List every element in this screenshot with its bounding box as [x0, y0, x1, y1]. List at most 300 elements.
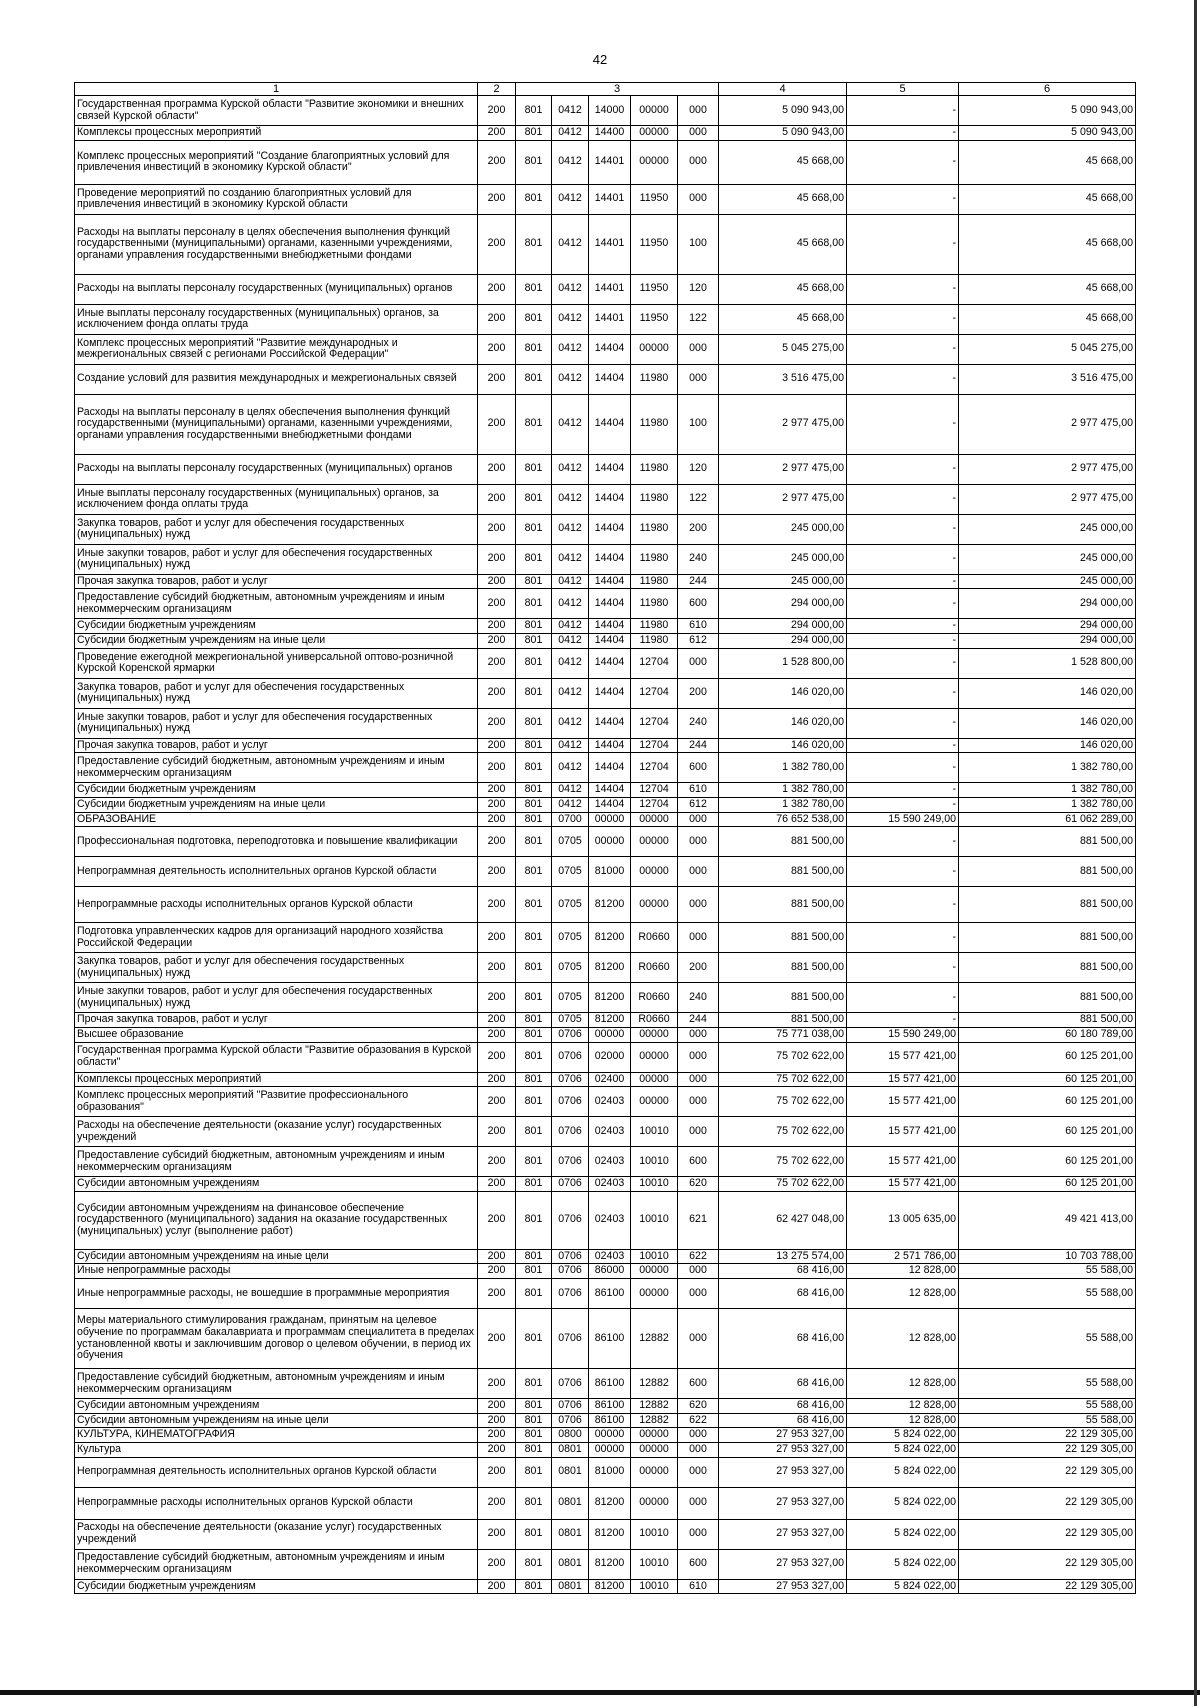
row-name: Комплекс процессных мероприятий "Развитие международных и межрегиональных связей с регионами Российской Федерации" [75, 334, 478, 364]
row-admin-code: 200 [478, 1264, 516, 1279]
row-name: Субсидии бюджетным учреждениям [75, 1579, 478, 1594]
row-expense-type-code: 000 [678, 1072, 719, 1087]
row-amount-col5: - [847, 484, 959, 514]
row-amount-total: 2 977 475,00 [719, 484, 847, 514]
row-target-program-code: 14404 [589, 484, 631, 514]
row-dept-code: 801 [516, 1519, 552, 1549]
row-dept-code: 801 [516, 589, 552, 619]
row-section-code: 0412 [552, 184, 589, 214]
row-target-direction-code: 00000 [631, 1072, 678, 1087]
row-amount-total: 68 416,00 [719, 1399, 847, 1414]
row-amount-total: 881 500,00 [719, 1013, 847, 1028]
row-expense-type-code: 620 [678, 1399, 719, 1414]
table-row [75, 648, 1136, 678]
row-amount-total: 45 668,00 [719, 274, 847, 304]
row-dept-code: 801 [516, 1579, 552, 1594]
row-expense-type-code: 200 [678, 678, 719, 708]
row-amount-col5: - [847, 1013, 959, 1028]
row-expense-type-code: 000 [678, 364, 719, 394]
row-name: Субсидии автономным учреждениям на иные цели [75, 1249, 478, 1264]
row-target-direction-code: 11980 [631, 544, 678, 574]
table-row [75, 454, 1136, 484]
row-target-program-code: 14404 [589, 334, 631, 364]
row-amount-total: 881 500,00 [719, 827, 847, 857]
row-amount-total: 294 000,00 [719, 634, 847, 649]
row-target-program-code: 14401 [589, 184, 631, 214]
row-section-code: 0706 [552, 1369, 589, 1399]
row-target-program-code: 14404 [589, 364, 631, 394]
row-expense-type-code: 600 [678, 1147, 719, 1177]
row-target-program-code: 81200 [589, 1579, 631, 1594]
row-dept-code: 801 [516, 983, 552, 1013]
row-admin-code: 200 [478, 544, 516, 574]
table-row [75, 1369, 1136, 1399]
row-name: Расходы на выплаты персоналу государственных (муниципальных) органов [75, 454, 478, 484]
row-target-program-code: 00000 [589, 812, 631, 827]
row-admin-code: 200 [478, 783, 516, 798]
row-section-code: 0412 [552, 364, 589, 394]
row-section-code: 0412 [552, 574, 589, 589]
row-name: Иные выплаты персоналу государственных (муниципальных) органов, за исключением фонда оплаты труда [75, 304, 478, 334]
row-section-code: 0412 [552, 634, 589, 649]
row-section-code: 0706 [552, 1072, 589, 1087]
table-row [75, 514, 1136, 544]
row-name: Закупка товаров, работ и услуг для обеспечения государственных (муниципальных) нужд [75, 514, 478, 544]
row-amount-col5: - [847, 574, 959, 589]
row-amount-col6: 22 129 305,00 [959, 1442, 1136, 1457]
row-section-code: 0412 [552, 304, 589, 334]
row-amount-total: 75 702 622,00 [719, 1072, 847, 1087]
row-target-program-code: 14404 [589, 514, 631, 544]
row-dept-code: 801 [516, 1191, 552, 1249]
row-target-direction-code: 00000 [631, 1457, 678, 1487]
row-name: Иные закупки товаров, работ и услуг для обеспечения государственных (муниципальных) нужд [75, 708, 478, 738]
row-name: Закупка товаров, работ и услуг для обеспечения государственных (муниципальных) нужд [75, 953, 478, 983]
row-expense-type-code: 000 [678, 334, 719, 364]
row-section-code: 0412 [552, 394, 589, 454]
row-target-program-code: 14404 [589, 648, 631, 678]
row-name: Предоставление субсидий бюджетным, автономным учреждениям и иным некоммерческим организациям [75, 1369, 478, 1399]
row-amount-col6: 294 000,00 [959, 619, 1136, 634]
row-amount-total: 75 702 622,00 [719, 1087, 847, 1117]
row-dept-code: 801 [516, 364, 552, 394]
row-name: Субсидии автономным учреждениям на финансовое обеспечение государственного (муниципального) задания на оказание государственных (муниципальных) услуг (выполнение работ) [75, 1191, 478, 1249]
row-dept-code: 801 [516, 753, 552, 783]
row-amount-col5: - [847, 783, 959, 798]
row-amount-col5: - [847, 454, 959, 484]
row-admin-code: 200 [478, 364, 516, 394]
row-admin-code: 200 [478, 827, 516, 857]
row-dept-code: 801 [516, 1087, 552, 1117]
row-expense-type-code: 000 [678, 1087, 719, 1117]
row-name: Иные непрограммные расходы [75, 1264, 478, 1279]
header-col-3: 3 [516, 83, 719, 96]
row-section-code: 0706 [552, 1264, 589, 1279]
row-target-program-code: 81200 [589, 1549, 631, 1579]
row-amount-col6: 60 125 201,00 [959, 1042, 1136, 1072]
table-row [75, 1519, 1136, 1549]
table-row [75, 140, 1136, 184]
row-target-program-code: 00000 [589, 1428, 631, 1443]
row-amount-col6: 2 977 475,00 [959, 394, 1136, 454]
row-admin-code: 200 [478, 812, 516, 827]
row-admin-code: 200 [478, 1279, 516, 1309]
row-expense-type-code: 200 [678, 953, 719, 983]
row-section-code: 0706 [552, 1117, 589, 1147]
row-amount-col5: 15 577 421,00 [847, 1177, 959, 1192]
row-section-code: 0705 [552, 983, 589, 1013]
row-expense-type-code: 000 [678, 1264, 719, 1279]
row-section-code: 0801 [552, 1457, 589, 1487]
table-row [75, 812, 1136, 827]
row-dept-code: 801 [516, 678, 552, 708]
budget-table-container [74, 82, 1135, 1594]
table-row [75, 953, 1136, 983]
row-amount-col5: - [847, 827, 959, 857]
row-admin-code: 200 [478, 797, 516, 812]
row-amount-col6: 45 668,00 [959, 304, 1136, 334]
header-row [75, 83, 1136, 96]
row-amount-col5: 12 828,00 [847, 1399, 959, 1414]
row-target-direction-code: 11980 [631, 484, 678, 514]
row-name: Субсидии бюджетным учреждениям на иные цели [75, 797, 478, 812]
row-name: Государственная программа Курской области "Развитие образования в Курской области" [75, 1042, 478, 1072]
row-name: Иные непрограммные расходы, не вошедшие в программные мероприятия [75, 1279, 478, 1309]
table-row [75, 857, 1136, 887]
row-dept-code: 801 [516, 514, 552, 544]
row-amount-col6: 61 062 289,00 [959, 812, 1136, 827]
row-amount-col6: 22 129 305,00 [959, 1519, 1136, 1549]
row-name: Комплексы процессных мероприятий [75, 1072, 478, 1087]
row-target-direction-code: 11980 [631, 454, 678, 484]
row-amount-total: 68 416,00 [719, 1413, 847, 1428]
row-amount-col5: 13 005 635,00 [847, 1191, 959, 1249]
row-admin-code: 200 [478, 708, 516, 738]
row-amount-col5: - [847, 334, 959, 364]
row-admin-code: 200 [478, 454, 516, 484]
row-amount-col6: 3 516 475,00 [959, 364, 1136, 394]
row-admin-code: 200 [478, 983, 516, 1013]
row-amount-col5: 2 571 786,00 [847, 1249, 959, 1264]
row-dept-code: 801 [516, 783, 552, 798]
row-expense-type-code: 610 [678, 619, 719, 634]
table-row [75, 738, 1136, 753]
row-dept-code: 801 [516, 648, 552, 678]
row-target-program-code: 81200 [589, 1013, 631, 1028]
row-amount-total: 45 668,00 [719, 214, 847, 274]
row-amount-total: 1 528 800,00 [719, 648, 847, 678]
row-amount-col6: 22 129 305,00 [959, 1487, 1136, 1519]
row-target-program-code: 14404 [589, 634, 631, 649]
page-number: 42 [592, 52, 608, 67]
row-amount-total: 27 953 327,00 [719, 1549, 847, 1579]
row-amount-col5: - [847, 544, 959, 574]
row-section-code: 0412 [552, 589, 589, 619]
row-admin-code: 200 [478, 1072, 516, 1087]
row-admin-code: 200 [478, 1042, 516, 1072]
row-expense-type-code: 000 [678, 1442, 719, 1457]
row-section-code: 0705 [552, 953, 589, 983]
row-name: Субсидии бюджетным учреждениям [75, 619, 478, 634]
row-target-direction-code: 00000 [631, 1279, 678, 1309]
row-target-direction-code: 12882 [631, 1369, 678, 1399]
row-dept-code: 801 [516, 1013, 552, 1028]
row-name: Создание условий для развития международных и межрегиональных связей [75, 364, 478, 394]
table-row [75, 1013, 1136, 1028]
table-row [75, 1309, 1136, 1369]
row-target-direction-code: 11980 [631, 574, 678, 589]
row-target-direction-code: 12882 [631, 1413, 678, 1428]
row-amount-col6: 5 090 943,00 [959, 126, 1136, 141]
row-target-program-code: 14400 [589, 126, 631, 141]
row-dept-code: 801 [516, 96, 552, 126]
row-target-program-code: 14404 [589, 454, 631, 484]
table-row [75, 126, 1136, 141]
row-admin-code: 200 [478, 96, 516, 126]
row-expense-type-code: 000 [678, 96, 719, 126]
row-amount-col6: 1 528 800,00 [959, 648, 1136, 678]
row-target-direction-code: 12704 [631, 648, 678, 678]
table-row [75, 1579, 1136, 1594]
row-admin-code: 200 [478, 953, 516, 983]
header-col-6: 6 [959, 83, 1136, 96]
row-target-direction-code: 00000 [631, 887, 678, 923]
row-amount-col6: 22 129 305,00 [959, 1579, 1136, 1594]
row-section-code: 0705 [552, 857, 589, 887]
row-amount-total: 146 020,00 [719, 678, 847, 708]
table-row [75, 923, 1136, 953]
row-target-direction-code: R0660 [631, 1013, 678, 1028]
row-dept-code: 801 [516, 619, 552, 634]
row-amount-col6: 22 129 305,00 [959, 1457, 1136, 1487]
table-row [75, 394, 1136, 454]
row-admin-code: 200 [478, 1013, 516, 1028]
table-row [75, 589, 1136, 619]
row-admin-code: 200 [478, 1413, 516, 1428]
row-section-code: 0705 [552, 923, 589, 953]
table-row [75, 1457, 1136, 1487]
row-admin-code: 200 [478, 738, 516, 753]
row-admin-code: 200 [478, 1147, 516, 1177]
table-row [75, 983, 1136, 1013]
table-row [75, 274, 1136, 304]
row-amount-col6: 45 668,00 [959, 140, 1136, 184]
row-expense-type-code: 620 [678, 1177, 719, 1192]
row-admin-code: 200 [478, 857, 516, 887]
row-target-program-code: 02400 [589, 1072, 631, 1087]
row-amount-col6: 881 500,00 [959, 983, 1136, 1013]
row-name: Непрограммные расходы исполнительных органов Курской области [75, 1487, 478, 1519]
row-amount-total: 146 020,00 [719, 738, 847, 753]
row-target-program-code: 02403 [589, 1117, 631, 1147]
row-amount-total: 27 953 327,00 [719, 1442, 847, 1457]
header-col-1: 1 [75, 83, 478, 96]
row-name: Расходы на обеспечение деятельности (оказание услуг) государственных учреждений [75, 1519, 478, 1549]
header-col-2: 2 [478, 83, 516, 96]
row-target-direction-code: 11980 [631, 619, 678, 634]
row-section-code: 0412 [552, 544, 589, 574]
row-expense-type-code: 200 [678, 514, 719, 544]
row-target-program-code: 86000 [589, 1264, 631, 1279]
row-target-program-code: 86100 [589, 1279, 631, 1309]
row-target-direction-code: 11980 [631, 634, 678, 649]
row-amount-total: 146 020,00 [719, 708, 847, 738]
row-target-program-code: 14404 [589, 797, 631, 812]
row-amount-col5: 5 824 022,00 [847, 1442, 959, 1457]
table-row [75, 96, 1136, 126]
row-name: Прочая закупка товаров, работ и услуг [75, 1013, 478, 1028]
row-dept-code: 801 [516, 1369, 552, 1399]
row-target-direction-code: 12882 [631, 1399, 678, 1414]
row-amount-col6: 22 129 305,00 [959, 1549, 1136, 1579]
row-amount-col6: 55 588,00 [959, 1309, 1136, 1369]
table-row [75, 1413, 1136, 1428]
row-admin-code: 200 [478, 1457, 516, 1487]
row-amount-col6: 881 500,00 [959, 857, 1136, 887]
row-section-code: 0412 [552, 797, 589, 812]
row-amount-total: 5 090 943,00 [719, 126, 847, 141]
row-dept-code: 801 [516, 887, 552, 923]
table-row [75, 1249, 1136, 1264]
row-dept-code: 801 [516, 1487, 552, 1519]
row-expense-type-code: 244 [678, 738, 719, 753]
row-dept-code: 801 [516, 953, 552, 983]
row-amount-total: 5 045 275,00 [719, 334, 847, 364]
table-row [75, 797, 1136, 812]
row-amount-col5: 5 824 022,00 [847, 1487, 959, 1519]
row-admin-code: 200 [478, 753, 516, 783]
row-admin-code: 200 [478, 619, 516, 634]
row-target-program-code: 81200 [589, 983, 631, 1013]
row-amount-col6: 5 090 943,00 [959, 96, 1136, 126]
row-dept-code: 801 [516, 1442, 552, 1457]
row-target-program-code: 86100 [589, 1369, 631, 1399]
row-name: Подготовка управленческих кадров для организаций народного хозяйства Российской Федерации [75, 923, 478, 953]
row-dept-code: 801 [516, 1399, 552, 1414]
row-amount-col6: 45 668,00 [959, 274, 1136, 304]
table-row [75, 708, 1136, 738]
row-amount-col5: - [847, 708, 959, 738]
row-section-code: 0705 [552, 827, 589, 857]
row-amount-total: 2 977 475,00 [719, 454, 847, 484]
row-expense-type-code: 000 [678, 1519, 719, 1549]
row-expense-type-code: 000 [678, 887, 719, 923]
row-expense-type-code: 000 [678, 1487, 719, 1519]
row-admin-code: 200 [478, 923, 516, 953]
row-dept-code: 801 [516, 797, 552, 812]
row-expense-type-code: 120 [678, 274, 719, 304]
row-amount-col6: 245 000,00 [959, 514, 1136, 544]
row-name: Иные закупки товаров, работ и услуг для обеспечения государственных (муниципальных) нужд [75, 983, 478, 1013]
row-section-code: 0706 [552, 1249, 589, 1264]
row-admin-code: 200 [478, 1579, 516, 1594]
table-row [75, 1042, 1136, 1072]
row-amount-col5: 15 577 421,00 [847, 1072, 959, 1087]
row-target-direction-code: R0660 [631, 983, 678, 1013]
row-amount-col5: - [847, 140, 959, 184]
row-admin-code: 200 [478, 1428, 516, 1443]
row-admin-code: 200 [478, 274, 516, 304]
row-section-code: 0706 [552, 1087, 589, 1117]
row-target-program-code: 81200 [589, 953, 631, 983]
row-section-code: 0801 [552, 1549, 589, 1579]
row-target-program-code: 81000 [589, 1457, 631, 1487]
row-name: Прочая закупка товаров, работ и услуг [75, 574, 478, 589]
row-target-direction-code: 12704 [631, 783, 678, 798]
row-amount-total: 45 668,00 [719, 304, 847, 334]
row-name: Иные выплаты персоналу государственных (муниципальных) органов, за исключением фонда оплаты труда [75, 484, 478, 514]
row-amount-col5: - [847, 214, 959, 274]
row-dept-code: 801 [516, 812, 552, 827]
row-amount-total: 27 953 327,00 [719, 1457, 847, 1487]
row-name: ОБРАЗОВАНИЕ [75, 812, 478, 827]
row-section-code: 0706 [552, 1413, 589, 1428]
table-row [75, 1191, 1136, 1249]
table-row [75, 484, 1136, 514]
row-expense-type-code: 600 [678, 753, 719, 783]
row-expense-type-code: 240 [678, 983, 719, 1013]
row-amount-col6: 55 588,00 [959, 1279, 1136, 1309]
row-target-program-code: 14404 [589, 708, 631, 738]
row-expense-type-code: 622 [678, 1413, 719, 1428]
row-admin-code: 200 [478, 1549, 516, 1579]
table-row [75, 214, 1136, 274]
row-amount-col5: - [847, 753, 959, 783]
row-admin-code: 200 [478, 1309, 516, 1369]
row-dept-code: 801 [516, 1457, 552, 1487]
row-amount-col5: 5 824 022,00 [847, 1457, 959, 1487]
row-amount-total: 75 702 622,00 [719, 1042, 847, 1072]
row-name: Прочая закупка товаров, работ и услуг [75, 738, 478, 753]
row-admin-code: 200 [478, 589, 516, 619]
row-dept-code: 801 [516, 708, 552, 738]
row-dept-code: 801 [516, 394, 552, 454]
row-name: Проведение мероприятий по созданию благоприятных условий для привлечения инвестиций в экономику Курской области [75, 184, 478, 214]
row-amount-col5: - [847, 797, 959, 812]
row-section-code: 0412 [552, 274, 589, 304]
row-name: Иные закупки товаров, работ и услуг для обеспечения государственных (муниципальных) нужд [75, 544, 478, 574]
row-amount-col5: - [847, 589, 959, 619]
row-section-code: 0706 [552, 1191, 589, 1249]
table-row [75, 678, 1136, 708]
table-row [75, 1087, 1136, 1117]
header-col-4: 4 [719, 83, 847, 96]
table-row [75, 1147, 1136, 1177]
row-amount-col5: 12 828,00 [847, 1264, 959, 1279]
row-expense-type-code: 000 [678, 184, 719, 214]
row-amount-col6: 2 977 475,00 [959, 454, 1136, 484]
row-section-code: 0706 [552, 1027, 589, 1042]
row-section-code: 0412 [552, 753, 589, 783]
row-expense-type-code: 610 [678, 1579, 719, 1594]
row-amount-total: 1 382 780,00 [719, 797, 847, 812]
row-dept-code: 801 [516, 1428, 552, 1443]
row-name: Субсидии бюджетным учреждениям на иные цели [75, 634, 478, 649]
row-name: Закупка товаров, работ и услуг для обеспечения государственных (муниципальных) нужд [75, 678, 478, 708]
row-amount-col6: 60 125 201,00 [959, 1087, 1136, 1117]
row-name: Расходы на обеспечение деятельности (оказание услуг) государственных учреждений [75, 1117, 478, 1147]
row-expense-type-code: 120 [678, 454, 719, 484]
row-amount-total: 881 500,00 [719, 983, 847, 1013]
row-expense-type-code: 000 [678, 1042, 719, 1072]
row-target-program-code: 14404 [589, 753, 631, 783]
row-name: Субсидии автономным учреждениям на иные цели [75, 1413, 478, 1428]
row-expense-type-code: 600 [678, 1549, 719, 1579]
row-amount-total: 294 000,00 [719, 619, 847, 634]
row-expense-type-code: 600 [678, 589, 719, 619]
row-section-code: 0706 [552, 1399, 589, 1414]
row-expense-type-code: 000 [678, 812, 719, 827]
